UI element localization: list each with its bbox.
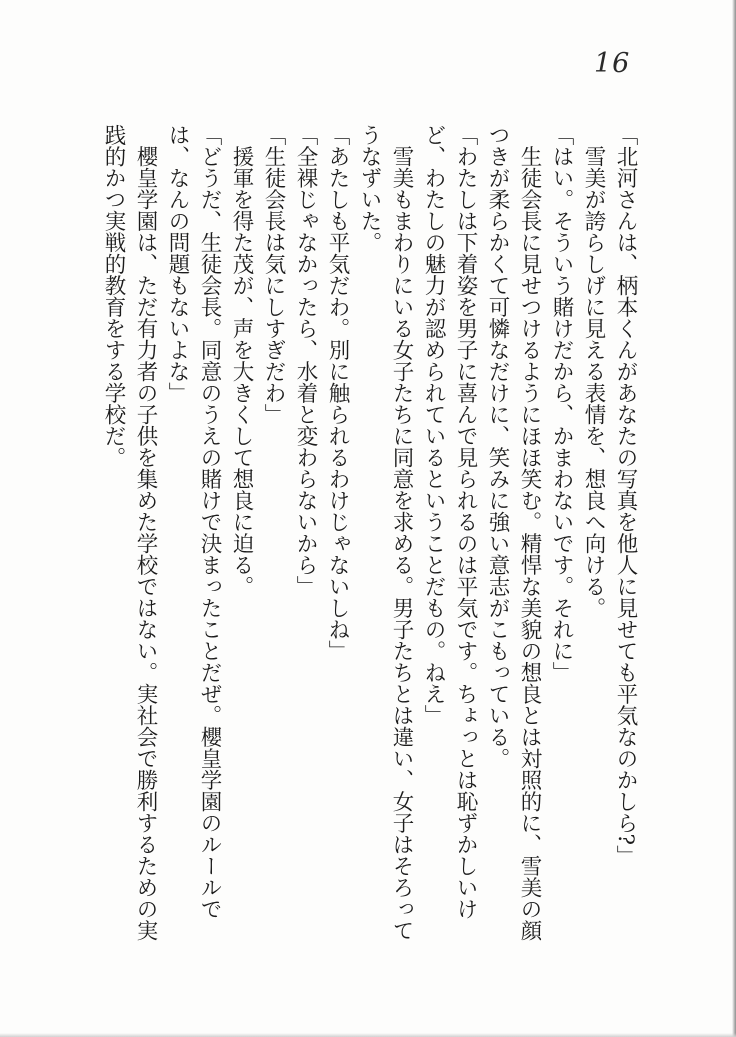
vertical-text-block <box>95 124 641 952</box>
paragraph-dialogue: 「わたしは下着姿を男子に喜んで見られるのは平気です。ちょっとは恥ずかしいけど、わたしの魅力が認められているということだもの。ねえ」 <box>421 124 478 920</box>
paragraph-dialogue: 「北河さんは、柄本くんがあなたの写真を他人に見せても平気なのかしら?」 <box>613 124 638 867</box>
paragraph-narration: 雪美が誇らしげに見える表情を、想良へ向ける。 <box>581 124 606 619</box>
paragraph-narration: 櫻皇学園は、ただ有力者の子供を集めた学校ではない。実社会で勝利するための実践的かつ実戦的教育をする学校だ。 <box>101 124 158 941</box>
paragraph-dialogue: 「全裸じゃなかったら、水着と変わらないから」 <box>293 124 318 597</box>
scan-edge-bottom <box>0 1033 736 1037</box>
paragraph-narration: 生徒会長に見せつけるようにほほ笑む。精悍な美貌の想良とは対照的に、雪美の顔つきが柔らかくて可憐なだけに、笑みに強い意志がこもっている。 <box>485 124 542 941</box>
paragraph-dialogue: 「生徒会長は気にしすぎだわ」 <box>261 124 286 425</box>
scan-edge-right <box>732 0 736 1037</box>
paragraph-narration: 雪美もまわりにいる女子たちに同意を求める。男子たちとは違い、女子はそろってうなずいた。 <box>357 124 414 941</box>
paragraph-dialogue: 「どうだ、生徒会長。同意のうえの賭けで決まったことだぜ。櫻皇学園のルールでは、なんの問題もないよな」 <box>165 124 222 920</box>
paragraph-narration: 援軍を得た茂が、声を大きくして想良に迫る。 <box>229 124 254 597</box>
paragraph-dialogue: 「はい。そういう賭けだから、かまわないです。それに」 <box>549 124 574 683</box>
paragraph-dialogue: 「あたしも平気だわ。別に触られるわけじゃないしね」 <box>325 124 350 662</box>
page-number: 16 <box>594 48 631 79</box>
